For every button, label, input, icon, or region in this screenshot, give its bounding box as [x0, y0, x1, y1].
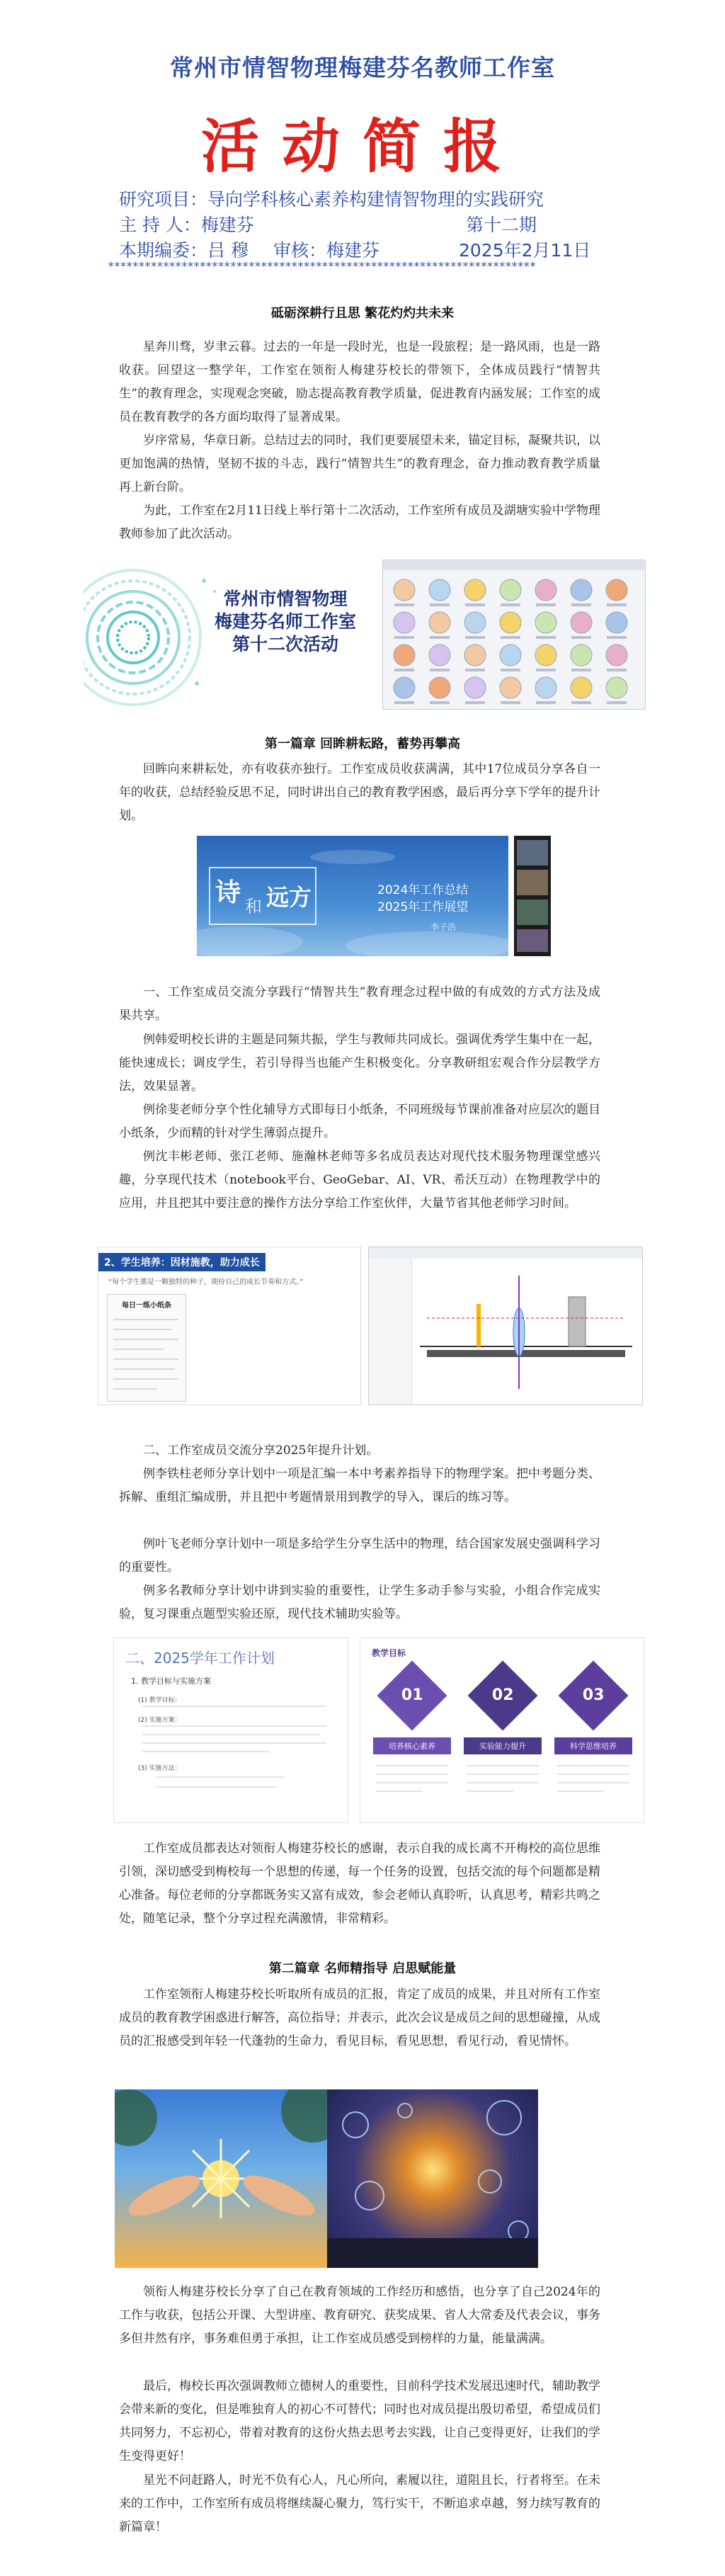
chapter2-paragraph: 领衔人梅建芬校长分享了自己在教育领域的工作经历和感悟，也分享了自己2024年的工作与收获，包括公开课、大型讲座、教育研究、获奖成果、省人大常委及代表会议，事务多但井然有序，事务难但勇于承担，让工作室成员感受到榜样的力量，能量满满。	[119, 2285, 600, 2346]
goal-card	[461, 1667, 544, 1808]
participant-avatar	[500, 579, 521, 601]
goals-header: 教学目标	[372, 1648, 406, 1658]
hands-spark-graphic	[115, 2089, 327, 2268]
participant-avatar	[606, 677, 627, 698]
plan-item: (3) 实施方法：	[138, 1765, 181, 1772]
participant-name	[465, 701, 485, 704]
participant-avatar	[535, 645, 556, 666]
participant-avatar	[429, 612, 450, 633]
intro-paragraph: 为此，工作室在2月11日线上举行第十二次活动，工作室所有成员及湖塘实验中学物理教师参加了此次活动。	[119, 504, 600, 541]
participant-name	[571, 669, 591, 671]
participant-name	[501, 636, 520, 639]
participant-name	[571, 701, 591, 704]
participant-avatar	[464, 677, 486, 698]
poster-char: 诗	[215, 878, 241, 907]
participant-avatar	[571, 677, 592, 698]
participant-grid	[383, 570, 645, 709]
participant-name	[501, 701, 520, 704]
teaching-goals-slide	[360, 1638, 644, 1823]
goal-card	[552, 1667, 635, 1808]
participant-name	[430, 603, 450, 606]
goal-number	[468, 1661, 538, 1731]
participant-avatar	[464, 579, 486, 601]
participant-avatar	[429, 579, 450, 601]
participant-name	[607, 701, 627, 704]
participant-name	[536, 669, 556, 671]
illustration-left	[115, 2089, 327, 2268]
poster-line: 2025年工作展望	[377, 900, 469, 914]
worksheet-thumbnail	[107, 1294, 186, 1402]
banner-text	[200, 588, 370, 656]
video-tile	[517, 840, 548, 866]
goal-label: 培养核心素养	[373, 1737, 451, 1754]
intro-paragraph: 岁序常易，华章日新。总结过去的同时，我们更要展望未来，锚定目标，凝聚共识，以更加饱满的热情，坚韧不拔的斗志，践行“情智共生”的教育理念，奋力推动教育教学质量再上新台阶。	[119, 433, 600, 494]
participant-name	[430, 701, 450, 704]
goal-description-lines	[464, 1760, 542, 1803]
chapter1-paragraph: 例李铁柱老师分享计划中一项是汇编一本中考素养指导下的物理学案。把中考题分类、拆解、重组汇编成册，并且把中考题情景用到教学的导入，课后的练习等。	[119, 1467, 600, 1504]
app-toolbar	[369, 1247, 642, 1259]
participant-avatar	[464, 612, 486, 633]
chapter2-paragraph: 星光不问赶路人，时光不负有心人，凡心所向，素履以往，道阻且长，行者将至。在未来的工作中，工作室所有成员将继续凝心聚力，笃行实干，不断追求卓越，努力续写教育的新篇章！	[119, 2473, 600, 2534]
goal-number-text: 02	[491, 1686, 514, 1704]
participant-avatar	[606, 612, 627, 633]
chapter1-paragraph: 一、工作室成员交流分享践行“情智共生”教育理念过程中做的有成效的方式方法及成果共享。	[119, 985, 600, 1023]
participant-name	[607, 603, 627, 606]
editor: 本期编委：吕 穆	[119, 240, 249, 261]
participant-name	[536, 701, 556, 704]
participant-avatar	[606, 579, 627, 601]
participant-avatar	[394, 677, 415, 698]
optics-bench-diagram	[413, 1261, 639, 1403]
participant-name	[394, 636, 414, 639]
participant-name	[501, 603, 520, 606]
participant-avatar	[535, 612, 556, 633]
goal-number	[377, 1661, 447, 1731]
goal-number-text: 03	[582, 1686, 605, 1704]
participant-name	[501, 669, 520, 671]
banner-line: 常州市情智物理	[223, 589, 348, 609]
participant-avatar	[394, 645, 415, 666]
participant-name	[394, 701, 414, 704]
chapter1-paragraph: 二、工作室成员交流分享2025年提升计划。	[143, 1443, 379, 1458]
participant-avatar	[500, 645, 521, 666]
chapter2-heading: 第二篇章 名师精指导 启思赋能量	[268, 1961, 457, 1976]
chapter1-paragraph: 例沈丰彬老师、张江老师、施瀚林老师等多名成员表达对现代技术服务物理课堂感兴趣，分享现代技术（notebook平台、GeoGebar、AI、VR、希沃互动）在物理教学中的应用，并且把其中要注意的操作方法分享给工作室伙伴，大量节省其他老师学习时间。	[119, 1150, 600, 1210]
participant-avatar	[535, 677, 556, 698]
goal-number-text: 01	[401, 1686, 423, 1704]
work-plan-slide	[113, 1638, 348, 1823]
participant-name	[536, 603, 556, 606]
plan-text-lines	[114, 1638, 348, 1822]
participant-name	[536, 636, 556, 639]
participant-name	[607, 669, 627, 671]
illustration-right	[327, 2089, 538, 2268]
participant-avatar	[464, 645, 486, 666]
meeting-toolbar	[383, 560, 645, 570]
bubbles-graphic	[327, 2089, 538, 2268]
research-project: 研究项目：导向学科核心素养构建情智物理的实践研究	[119, 189, 544, 210]
intro-heading: 砥砺深耕行且思 繁花灼灼共未来	[270, 306, 455, 321]
participant-avatar	[571, 612, 592, 633]
banner-line: 梅建芬名师工作室	[214, 611, 356, 632]
participant-name	[465, 669, 485, 671]
host: 主 持 人：梅建芬	[119, 215, 254, 235]
video-tile	[517, 900, 548, 925]
reviewer: 审核：梅建芬	[273, 240, 380, 261]
participant-avatar	[606, 645, 627, 666]
participant-name	[465, 603, 485, 606]
chapter1-paragraph: 例徐斐老师分享个性化辅导方式即每日小纸条，不同班级每节课前准备对应层次的题目小纸条，少而精的针对学生薄弱点提升。	[119, 1103, 600, 1140]
app-sidebar	[369, 1259, 412, 1405]
plan-title: 二、2025学年工作计划	[125, 1650, 275, 1667]
video-strip	[514, 836, 551, 956]
goal-label: 科学思维培养	[554, 1737, 632, 1754]
chapter2-paragraph: 最后，梅校长再次强调教师立德树人的重要性，目前科学技术发展迅速时代，辅助教学会带来新的变化，但是唯独育人的初心不可替代；同时也对成员提出殷切希望，希望成员们共同努力，不忘初心，带着对教育的这份火热去思考去实践，让自己变得更好，让我们的学生变得更好！	[119, 2379, 600, 2463]
spark-illustration	[115, 2089, 538, 2268]
participant-avatar	[500, 677, 521, 698]
star-divider: **********************************************************************	[108, 259, 536, 273]
chapter1-paragraph: 例韩爱明校长讲的主题是同频共振，学生与教师共同成长。强调优秀学生集中在一起，能快速成长；调皮学生，若引导得当也能产生积极变化。分享教研组宏观合作分层教学方法，效果显著。	[119, 1033, 600, 1094]
video-tile	[517, 870, 548, 895]
worksheet-lines	[108, 1310, 185, 1402]
issue-date: 2025年2月11日	[459, 240, 591, 261]
participant-name	[430, 636, 450, 639]
chapter1-paragraph: 例叶飞老师分享计划中一项是多给学生分享生活中的物理，结合国家发展史强调科学习的重要性。	[119, 1537, 600, 1574]
worksheet-title: 每日一练小纸条	[122, 1302, 171, 1310]
poster-char: 远方	[266, 884, 312, 911]
participant-name	[465, 636, 485, 639]
poem-poster-image	[197, 836, 508, 956]
chapter1-paragraph: 回眸向来耕耘处，亦有收获亦独行。工作室成员收获满满，其中17位成员分享各自一年的收获，总结经验反思不足，同时讲出自己的教育教学困惑，最后再分享下学年的提升计划。	[119, 762, 600, 823]
participant-name	[430, 669, 450, 671]
banner-line: 第十二次活动	[232, 634, 338, 654]
participant-avatar	[535, 579, 556, 601]
participant-avatar	[429, 677, 450, 698]
poster-author: 李子浩	[430, 922, 457, 932]
participant-avatar	[394, 612, 415, 633]
goal-card	[370, 1667, 454, 1808]
geogebra-screenshot	[368, 1247, 643, 1405]
participant-name	[571, 636, 591, 639]
participant-name	[571, 603, 591, 606]
goal-cards	[360, 1667, 644, 1822]
slide-quote: “每个学生都是一颗独特的种子，期待自己的成长节奏和方式。”	[108, 1278, 304, 1286]
plan-item: (1) 教学目标：	[138, 1697, 181, 1704]
poster-char: 和	[245, 897, 262, 917]
chapter1-heading: 第一篇章 回眸耕耘路，蓄势再攀高	[264, 737, 461, 751]
issue-number: 第十二期	[466, 215, 537, 235]
participant-avatar	[394, 579, 415, 601]
video-tile	[517, 929, 548, 952]
activity-banner-image	[84, 560, 370, 708]
goal-label: 实验能力提升	[464, 1737, 542, 1754]
participant-avatar	[500, 612, 521, 633]
slide-tag: 2、学生培养：因材施教，助力成长	[98, 1253, 266, 1271]
bulletin-title: 活动简报	[200, 113, 524, 181]
poster-line: 2024年工作总结	[377, 883, 469, 897]
goal-description-lines	[373, 1760, 451, 1803]
plan-subtitle: 1. 教学目标与实施方案	[131, 1676, 211, 1686]
participant-avatar	[571, 645, 592, 666]
org-title: 常州市情智物理梅建芬名教师工作室	[170, 54, 555, 81]
goal-number	[559, 1661, 629, 1731]
online-meeting-screenshot	[382, 560, 646, 710]
participant-name	[394, 603, 414, 606]
participant-avatar	[429, 645, 450, 666]
chapter1-paragraph: 例多名教师分享计划中讲到实验的重要性，让学生多动手参与实验，小组合作完成实验，复习课重点题型实验还原，现代技术辅助实验等。	[119, 1584, 600, 1621]
chapter2-paragraph: 工作室领衔人梅建芬校长听取所有成员的汇报，肯定了成员的成果，并且对所有工作室成员的教育教学困惑进行解答，高位指导；并表示，此次会议是成员之间的思想碰撞，从成员的汇报感受到年轻一代蓬勃的生命力，看见目标，看见思想，看见行动，看见情怀。	[119, 1987, 600, 2048]
chapter1-paragraph: 工作室成员都表达对领衔人梅建芬校长的感谢，表示自我的成长离不开梅校的高位思维引领，深切感受到梅校每一个思想的传递，每一个任务的设置，包括交流的每个问题都是精心准备。每位老师的分享都既务实又富有成效，参会老师认真聆听，认真思考，精彩共鸣之处，随笔记录，整个分享过程充满激情，非常精彩。	[119, 1842, 600, 1926]
plan-item: (2) 实施方案：	[138, 1717, 181, 1724]
goal-description-lines	[554, 1760, 632, 1803]
intro-paragraph: 星奔川骛，岁聿云暮。过去的一年是一段时光，也是一段旅程；是一路风雨，也是一路收获。回望这一整学年，工作室在领衔人梅建芬校长的带领下，全体成员践行“情智共生”的教育理念，实现观念突破，励志提高教育教学质量，促进教育内涵发展；工作室的成员在教育教学的各方面均取得了显著成果。	[119, 340, 600, 424]
participant-name	[607, 636, 627, 639]
participant-avatar	[571, 579, 592, 601]
participant-name	[394, 669, 414, 671]
student-training-slide	[98, 1247, 361, 1405]
